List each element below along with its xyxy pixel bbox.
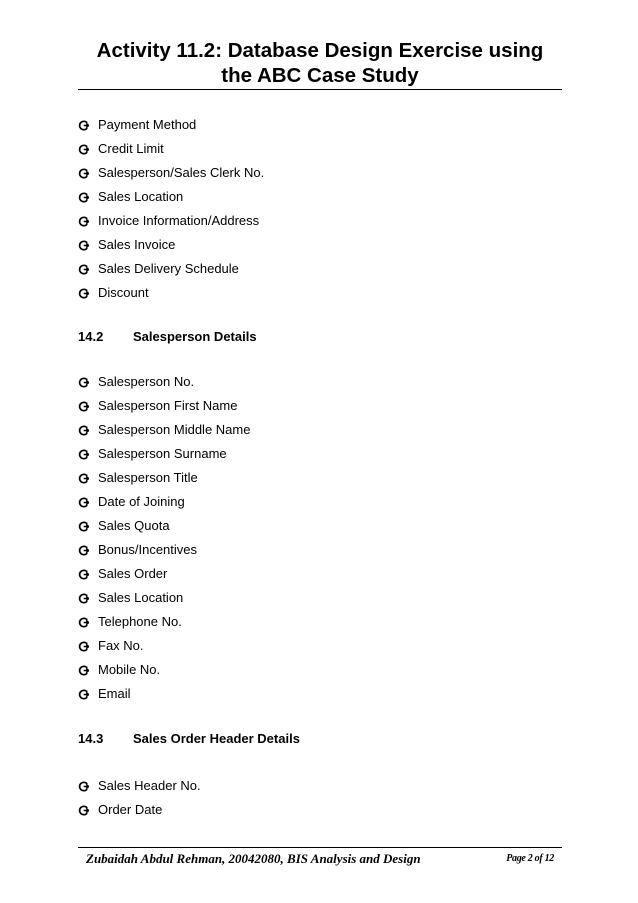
list-item [78,232,264,256]
footer-author: Zubaidah Abdul Rehman, 20042080, BIS Analysis and Design [86,851,421,866]
list-item-text: Salesperson Surname [98,445,227,461]
list-item-text: Date of Joining [98,493,185,509]
list-item-text: Payment Method [98,116,197,132]
list-item-text: Salesperson First Name [98,397,238,413]
section-title: Salesperson Details [133,329,257,344]
page-number: Page 2 of 12 [506,853,554,864]
list-item-text: Mobile No. [98,661,161,677]
list-item-text: Telephone No. [98,613,182,629]
list-item [78,489,250,513]
list-item [78,393,250,417]
list-item-text: Email [98,685,131,701]
circle-arrow-bullet-icon [78,191,89,202]
circle-arrow-bullet-icon [78,568,89,579]
list-item [78,208,264,232]
circle-arrow-bullet-icon [78,804,89,815]
circle-arrow-bullet-icon [78,143,89,154]
circle-arrow-bullet-icon [78,640,89,651]
list-item-text: Sales Quota [98,517,170,533]
circle-arrow-bullet-icon [78,472,89,483]
list-item [78,681,250,705]
list-item-text: Salesperson/Sales Clerk No. [98,164,265,180]
section-number: 14.2 [78,329,104,344]
circle-arrow-bullet-icon [78,544,89,555]
section-heading-14-3 [78,731,300,746]
list-item-text: Order Date [98,801,163,817]
list-item-text: Sales Header No. [98,777,201,793]
list-item-text: Bonus/Incentives [98,541,198,557]
list-item-text: Salesperson Title [98,469,198,485]
list-item [78,797,201,821]
circle-arrow-bullet-icon [78,167,89,178]
list-item [78,609,250,633]
footer-rule [78,847,562,848]
circle-arrow-bullet-icon [78,239,89,250]
list-item [78,136,264,160]
list-item [78,280,264,304]
list-item [78,256,264,280]
title-line-2: the ABC Case Study [221,64,419,87]
list-item [78,773,201,797]
bullet-list-3 [78,773,201,821]
list-item [78,184,264,208]
list-item [78,369,250,393]
title-underline [78,89,562,90]
circle-arrow-bullet-icon [78,119,89,130]
list-item [78,561,250,585]
list-item [78,657,250,681]
circle-arrow-bullet-icon [78,780,89,791]
list-item-text: Salesperson Middle Name [98,421,251,437]
circle-arrow-bullet-icon [78,592,89,603]
circle-arrow-bullet-icon [78,520,89,531]
list-item [78,513,250,537]
circle-arrow-bullet-icon [78,664,89,675]
circle-arrow-bullet-icon [78,215,89,226]
list-item-text: Credit Limit [98,140,164,156]
list-item [78,112,264,136]
bullet-list-2 [78,369,250,705]
section-heading-14-2 [78,329,257,344]
list-item-text: Sales Delivery Schedule [98,260,239,276]
list-item [78,633,250,657]
list-item-text: Salesperson No. [98,373,195,389]
list-item-text: Fax No. [98,637,144,653]
circle-arrow-bullet-icon [78,400,89,411]
section-number: 14.3 [78,731,104,746]
document-title [78,38,562,88]
circle-arrow-bullet-icon [78,496,89,507]
circle-arrow-bullet-icon [78,263,89,274]
circle-arrow-bullet-icon [78,376,89,387]
section-title: Sales Order Header Details [133,731,300,746]
list-item [78,441,250,465]
circle-arrow-bullet-icon [78,287,89,298]
list-item-text: Sales Location [98,589,184,605]
list-item [78,465,250,489]
circle-arrow-bullet-icon [78,688,89,699]
circle-arrow-bullet-icon [78,424,89,435]
list-item-text: Sales Invoice [98,236,176,252]
title-line-1: Activity 11.2: Database Design Exercise using [96,39,544,62]
circle-arrow-bullet-icon [78,616,89,627]
bullet-list-1 [78,112,264,304]
list-item-text: Sales Order [98,565,168,581]
circle-arrow-bullet-icon [78,448,89,459]
list-item [78,417,250,441]
list-item-text: Invoice Information/Address [98,212,260,228]
list-item [78,585,250,609]
list-item [78,160,264,184]
list-item [78,537,250,561]
list-item-text: Sales Location [98,188,184,204]
list-item-text: Discount [98,284,149,300]
